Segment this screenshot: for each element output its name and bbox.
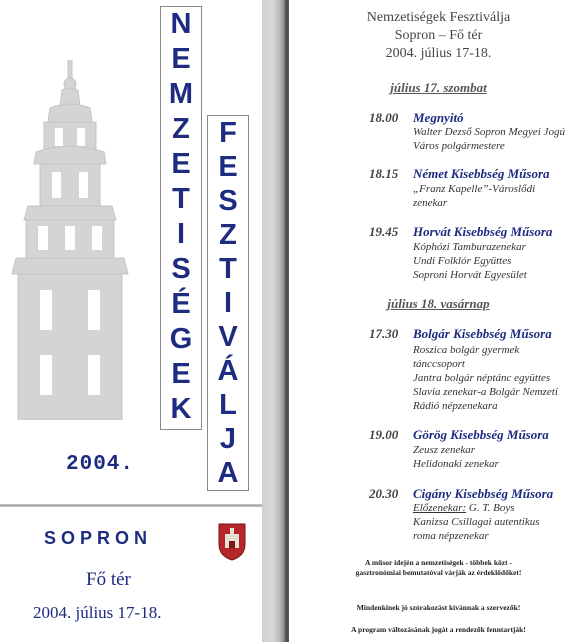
event-time: 19.45 <box>369 224 399 239</box>
program-subtitle: Sopron – Fő tér <box>394 28 483 43</box>
event-title: Bolgár Kisebbség Műsora <box>413 326 552 341</box>
program-panel <box>289 0 588 642</box>
event-detail: Walter Dezső Sopron Megyei Jogú <box>413 126 565 138</box>
event-time: 20.30 <box>369 486 399 501</box>
fold-spine <box>262 0 289 642</box>
vertical-letter: É <box>171 288 191 320</box>
vertical-word-nemzetisegek <box>161 7 201 427</box>
vertical-letter: S <box>218 185 238 217</box>
left-panel <box>0 0 262 642</box>
event-time: 18.15 <box>369 166 399 181</box>
event-detail-row <box>413 502 515 515</box>
event-time: 18.00 <box>369 110 399 125</box>
event-detail: Helidonaki zenekar <box>413 458 499 470</box>
event-detail: Város polgármestere <box>413 140 505 152</box>
event-detail: tánccsoport <box>413 358 465 370</box>
tower-illustration <box>0 60 160 420</box>
event-detail: Rádió népzenekara <box>413 400 498 412</box>
vertical-letter: T <box>219 253 237 285</box>
footer-note-1: A műsor idején a nemzetiségek - többek közt - gasztronómiai bemutatóval várják az érdeklődőket! <box>355 558 522 577</box>
vertical-letter: F <box>219 117 237 149</box>
vertical-letter: S <box>171 253 191 285</box>
vertical-letter: J <box>219 423 237 455</box>
city-label: SOPRON <box>44 528 153 548</box>
day-heading-1: július 17. szombat <box>390 80 487 95</box>
vertical-letter: V <box>218 321 238 353</box>
event-detail: „Franz Kapelle”-Városlődi <box>413 183 536 195</box>
event-detail: roma népzenekar <box>413 530 489 542</box>
event-detail: Undi Folklór Együttes <box>413 255 512 267</box>
event-detail: G. T. Boys <box>466 502 515 514</box>
event-title: Görög Kisebbség Műsora <box>413 427 549 442</box>
vertical-letter: I <box>176 218 186 250</box>
vertical-letter: E <box>218 151 238 183</box>
vertical-letter: Z <box>219 219 237 251</box>
event-title: Német Kisebbség Műsora <box>413 166 550 181</box>
vertical-letter: L <box>219 389 237 421</box>
dates-label: 2004. július 17-18. <box>33 603 162 622</box>
program-dates: 2004. július 17-18. <box>385 46 492 61</box>
vertical-letter: E <box>171 43 191 75</box>
event-title: Horvát Kisebbség Műsora <box>413 224 553 239</box>
vertical-letter: I <box>223 287 233 319</box>
vertical-letter: T <box>172 183 190 215</box>
year-label: 2004. <box>66 453 135 476</box>
event-title: Cigány Kisebbség Műsora <box>413 486 554 501</box>
coat-of-arms-icon <box>217 522 247 562</box>
vertical-letter: N <box>170 8 192 40</box>
event-detail: zenekar <box>413 197 448 209</box>
vertical-title-box-2 <box>207 115 249 491</box>
vertical-word-fesztivalja <box>208 116 248 490</box>
footer-note-2: Mindenkinek jó szórakozást kívánnak a szervezők! <box>356 603 521 612</box>
event-detail: Kóphózi Tamburazenekar <box>413 241 526 253</box>
vertical-letter: A <box>217 457 239 489</box>
event-detail-label: Előzenekar: <box>413 502 467 514</box>
program-title: Nemzetiségek Fesztiválja <box>366 10 511 25</box>
divider <box>0 504 262 507</box>
footer-note-3: A program változásának jogát a rendezők fenntartják! <box>351 625 526 634</box>
vertical-letter: G <box>169 323 193 355</box>
event-detail: Kanizsa Csillagai autentikus <box>413 516 540 528</box>
vertical-letter: M <box>168 78 194 110</box>
vertical-title-box-1 <box>160 6 202 430</box>
event-detail: Roszica bolgár gyermek <box>413 344 520 356</box>
event-detail: Slavia zenekar-a Bolgár Nemzeti <box>413 386 558 398</box>
event-time: 17.30 <box>369 326 399 341</box>
event-detail: Soproni Horvát Egyesület <box>413 269 527 281</box>
event-time: 19.00 <box>369 427 399 442</box>
event-detail: Zeusz zenekar <box>413 444 476 456</box>
vertical-letter: Á <box>217 355 239 387</box>
event-detail: Jantra bolgár néptánc együttes <box>413 372 551 384</box>
vertical-letter: E <box>171 148 191 180</box>
vertical-letter: K <box>170 393 192 425</box>
day-heading-2: július 18. vasárnap <box>387 296 490 311</box>
place-label: Fő tér <box>86 569 131 590</box>
vertical-letter: E <box>171 358 191 390</box>
event-title: Megnyitó <box>413 110 464 125</box>
vertical-letter: Z <box>172 113 190 145</box>
